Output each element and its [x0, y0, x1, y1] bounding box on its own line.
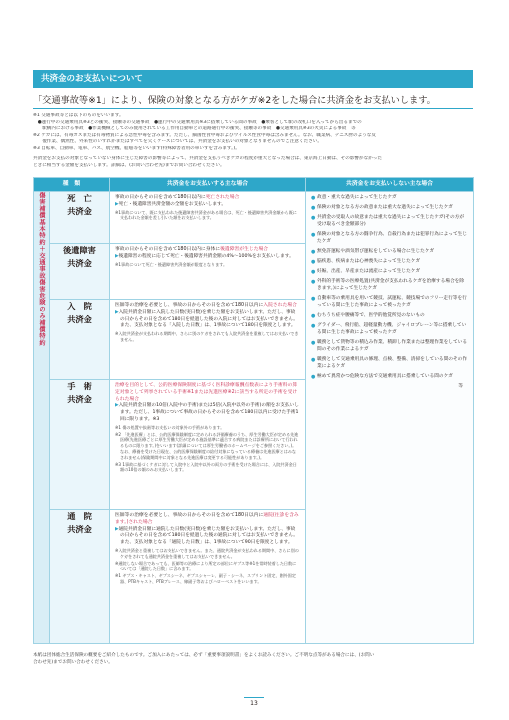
- pay-item: 入院共済金日額の10倍(入院中の手術)または5倍(入院中以外の手術)の額をお支払いします。ただし、1事故について事故の日からその日を含めて180日以内に受けた手術1回に限ります。※3: [118, 403, 299, 422]
- list-item: ● 自動車等の乗用具を用いて競技、試運転、競技場でのフリー走行等を行っている間に生じた事故によって被ったケガ: [311, 296, 467, 308]
- note-line: 復作業、偶然性、外来性のいずれかまたはすべてを欠くケースについては、共済金をお支払いの対象となりませんのでご注意ください。: [33, 139, 322, 145]
- type-label: 通 院 共済金: [67, 511, 92, 534]
- bullet-icon: ●: [311, 313, 316, 320]
- etc-label: 等: [458, 383, 463, 389]
- arrow-icon: ▶: [115, 403, 119, 409]
- arrow-icon: ▶: [115, 201, 119, 207]
- lead-highlight: 通院(往診を含みます。)された場合: [115, 513, 299, 525]
- pay-note: ※入院共済金と重複してはお支払いできません。また、通院共済金が支払われる期間中、さらに別のケガをされても通院共済金を重複してはお支払いできません。: [115, 547, 299, 559]
- bullet-icon: ●: [311, 269, 316, 276]
- group-label: 傷害補償基本特約＋交通事故傷害危険のみ補償特約: [38, 192, 45, 347]
- bullet-icon: ●: [311, 279, 316, 286]
- top-notes: [33, 113, 475, 153]
- type-cell: [50, 380, 110, 510]
- bullet-icon: ●: [311, 373, 316, 380]
- bullet-icon: ●: [311, 356, 316, 363]
- lead-highlight: 治療を目的として、公的医療保険制度に基づく医科診療報酬点数表により手術料の算定対象として列挙されている手術※1または先進医療※2に該当する所定の手術を受けられた場合: [115, 383, 298, 402]
- note-paragraph-line: ときに相当する金額を支払いします。詳細は、(お問い合わせ先)までお問い合わせください。: [33, 162, 225, 168]
- list-item: ● 極めて異常かつ危険な方法で交通乗用具に搭乗している間のケガ: [311, 373, 453, 380]
- list-item: ● 保険の対象となる方の故意または重大な過失によって生じたケガ: [311, 205, 453, 212]
- nopay-cell: [306, 192, 474, 644]
- list-item: ● むちうち症や腰痛等で、医学的他覚所見のないもの: [311, 313, 425, 320]
- type-cell: [50, 510, 110, 644]
- type-label: 後遺障害 共済金: [63, 245, 96, 268]
- pay-item: 通院共済金日額に通院した日数(実日数)を乗じた額をお支払いします。ただし、事故の日からその日を含めて180日を経過した後の通院に対してはお支払いできません。また、支払対象となる「通院した日数」は、1事故について90日を限度とします。: [118, 526, 298, 546]
- page-number: 13: [244, 697, 264, 707]
- list-item: ● 故意・重大な過失によって生じたケガ: [311, 195, 397, 201]
- pay-note: ※入院共済金が支払われる期間中、さらに別のケガをされても入院共済金を重複してはお支払いできません。: [115, 331, 299, 342]
- header-pay: 共済金をお支払いする主な場合: [110, 178, 306, 192]
- arrow-icon: ▶: [115, 526, 119, 532]
- list-item: ● 職務として貨物等の積込み作業、積卸し作業または整理作業をしている間のその作業によるケガ: [311, 340, 468, 352]
- list-item: ● 妊娠、出産、早産または流産によって生じたケガ: [311, 269, 421, 276]
- footer-line: 本紙は団体総合生活保険の概要をご紹介したものです。ご加入にあたっては、必ず「重要事項説明書」をよくお読みください。ご不明な点等がある場合には、(お問い: [33, 653, 375, 658]
- type-cell: [50, 300, 110, 380]
- pay-cell: [110, 300, 306, 380]
- coverage-table: [33, 177, 474, 644]
- bullet-icon: ●: [311, 195, 316, 201]
- type-label: 死 亡 共済金: [67, 193, 92, 216]
- lead-text: 医師等の治療を必要とし、事故の日からその日を含めて180日以内に: [115, 303, 264, 308]
- list-item: ● 無免許運転や酒気帯び運転をしている場合に生じたケガ: [311, 248, 435, 255]
- footer-line: 合わせ先)までお問い合わせください。: [33, 659, 113, 665]
- pay-cell: [110, 244, 306, 300]
- list-item: ● 外科的手術等の医療処置(共済金が支払われるケガを治療する場合を除きます。)によって生じたケガ: [311, 279, 465, 292]
- list-item: ● 職務として交通乗用具の修理、点検、整備、清掃をしている間のその作業によるケガ: [311, 356, 468, 369]
- pay-item: 死亡・後遺障害共済金額の全額をお支払いします。: [118, 201, 227, 207]
- note-line: ※1 交通事故等とは以下のものをいいます。: [33, 113, 124, 118]
- pay-item: 後遺障害の程度に応じて死亡・後遺障害共済金額の4%～100%をお支払いします。: [118, 253, 294, 259]
- bullet-icon: ●: [311, 215, 316, 222]
- bullet-icon: ●: [311, 205, 316, 212]
- headline: 「交通事故等※1」により、保険の対象となる方がケガ※2をした場合に共済金をお支払いします。: [33, 93, 473, 109]
- pay-note: ※1 ギプス・キャスト、ギプスシーネ、ギプスシャーレ、副子・シーネ、スプリント固定、創外固定器、PTBキャスト、PTBブレース、線副子等およびハローベストをいいます。: [115, 573, 296, 584]
- type-cell: [50, 244, 110, 300]
- arrow-icon: ▶: [115, 253, 119, 259]
- header-type: 種 類: [34, 178, 110, 192]
- bullet-icon: ●: [311, 259, 316, 266]
- bullet-icon: ●: [311, 296, 316, 303]
- footer-note: [33, 653, 475, 666]
- lead-text: 事故の日からその日を含めて180日以内に身体に: [115, 247, 221, 252]
- note-line: ※3 自転車、自動車、電車、バス、航空機、船舶等をいいます(特殊障害者用の車いすを含みます。)。: [33, 145, 240, 151]
- list-item: ● グライダー、飛行船、超軽量動力機、ジャイロプレーン等に搭乗している間に生じた事故によって被ったケガ: [311, 323, 467, 335]
- lead-highlight: 死亡された場合: [205, 195, 240, 200]
- list-item: ● 保険の対象となる方の闘争行為、自殺行為または犯罪行為によって生じたケガ: [311, 232, 468, 244]
- pay-note: ※通院しない場合であっても、医師等の治療により所定の部位にギプス等※1を常時装着した日数については「通院した日数」に含みます。: [115, 560, 297, 572]
- table-row: [34, 192, 474, 244]
- bullet-icon: ●: [311, 248, 316, 255]
- pay-note: ※3 1事故に基づくケガに対して入院中と入院中以外の両方の手術を受けた場合には、入院共済金日額の10倍の額のみお支払いします。: [115, 461, 297, 473]
- pay-note: ※1事故について死亡・後遺障害共済金額が限度となります。: [115, 261, 228, 267]
- type-cell: [50, 192, 110, 244]
- pay-item: 入院共済金日額に入院した日数(実日数)を乗じた額をお支払いします。ただし、事故の日からその日を含めて180日を経過した後の入院に対してはお支払いできません。また、支払対象となる「入院した日数」は、1事故について180日を限度とします。: [118, 309, 298, 329]
- lead-text: 医師等の治療を必要とし、事故の日からその日を含めて180日以内に: [115, 513, 264, 518]
- group-cell: [34, 192, 50, 644]
- pay-note: ※2 「先進医療」とは、公的医療保険制度に定められる評価療養のうち、厚生労働大臣が定める先進医療(先進医療ごとに厚生労働大臣が定める施設基準に適合する病院または診療所において行われるものに限ります。)をいいます(詳細については厚生労働省のホームページをご参照ください。)。なお、療養を受けた日現在、公的医療保険制度の給付対象になっている療養は先進医療とはみなされません(保険期間中に対象となる先進医療は変更する可能性があります。)。: [115, 431, 299, 460]
- type-label: 入 院 共済金: [67, 301, 92, 324]
- pay-cell: [110, 510, 306, 644]
- note-paragraph: [33, 156, 475, 169]
- list-item: ● 脳疾患、疾病または心神喪失によって生じたケガ: [311, 259, 421, 266]
- lead-highlight: 入院された場合: [263, 303, 297, 308]
- type-label: 手 術 共済金: [67, 381, 92, 404]
- note-line: ●運行中の交通乗用具※3との衝突、接触等の交通事故 ●運行中の交通乗用具※3に搭乗している間の事故 ●乗客として駅の改札口を入ってから出るまでの: [33, 119, 362, 125]
- note-paragraph-line: 共済金をお支払の対象となっていない身体に生じた障害の影響等によって、共済金を支払うべきケガの程度が重大となった場合は、東京海上日動は、その影響がなかった: [33, 156, 382, 161]
- lead-highlight: 後遺障害が生じた場合: [220, 247, 269, 252]
- pay-note: ※1事故について、既に支払われた後遺障害共済金がある場合は、死亡・後遺障害共済金額から既に支払われた金額を差し引いた額をお支払いします。: [115, 209, 297, 221]
- lead-text: 事故の日からその日を含めて180日以内に: [115, 195, 206, 200]
- header-nopay: 共済金をお支払いしない主な場合: [306, 178, 474, 192]
- bullet-icon: ●: [311, 323, 316, 330]
- arrow-icon: ▶: [115, 309, 119, 315]
- section-title: 共済金のお支払いについて: [33, 70, 473, 88]
- pay-note: ※1 傷の処置や抜歯等お支払いの対象外の手術があります。: [115, 424, 225, 430]
- note-line: ※2 ケガには、有毒ガスまたは有毒物質による急性中毒を含みます。ただし、細菌性食中毒およびウイルス性食中毒は含みません。なお、職業病、テニス肘のような反: [33, 132, 376, 138]
- pay-cell: [110, 192, 306, 244]
- table-header-row: [34, 178, 474, 192]
- bullet-icon: ●: [311, 340, 316, 347]
- note-line: 駅構内における事故 ●作業機械としてのみ使用されている工作用自動車との道路通行中の衝突、接触等の事故 ●交通乗用具※3の火災による事故 等: [33, 126, 356, 132]
- bullet-icon: ●: [311, 232, 316, 239]
- nopay-list: [311, 195, 468, 381]
- list-item: ● 共済金の受取人の故意または重大な過失によって生じたケガ(その方が受け取るべき金額部分): [311, 215, 465, 227]
- pay-cell: [110, 380, 306, 510]
